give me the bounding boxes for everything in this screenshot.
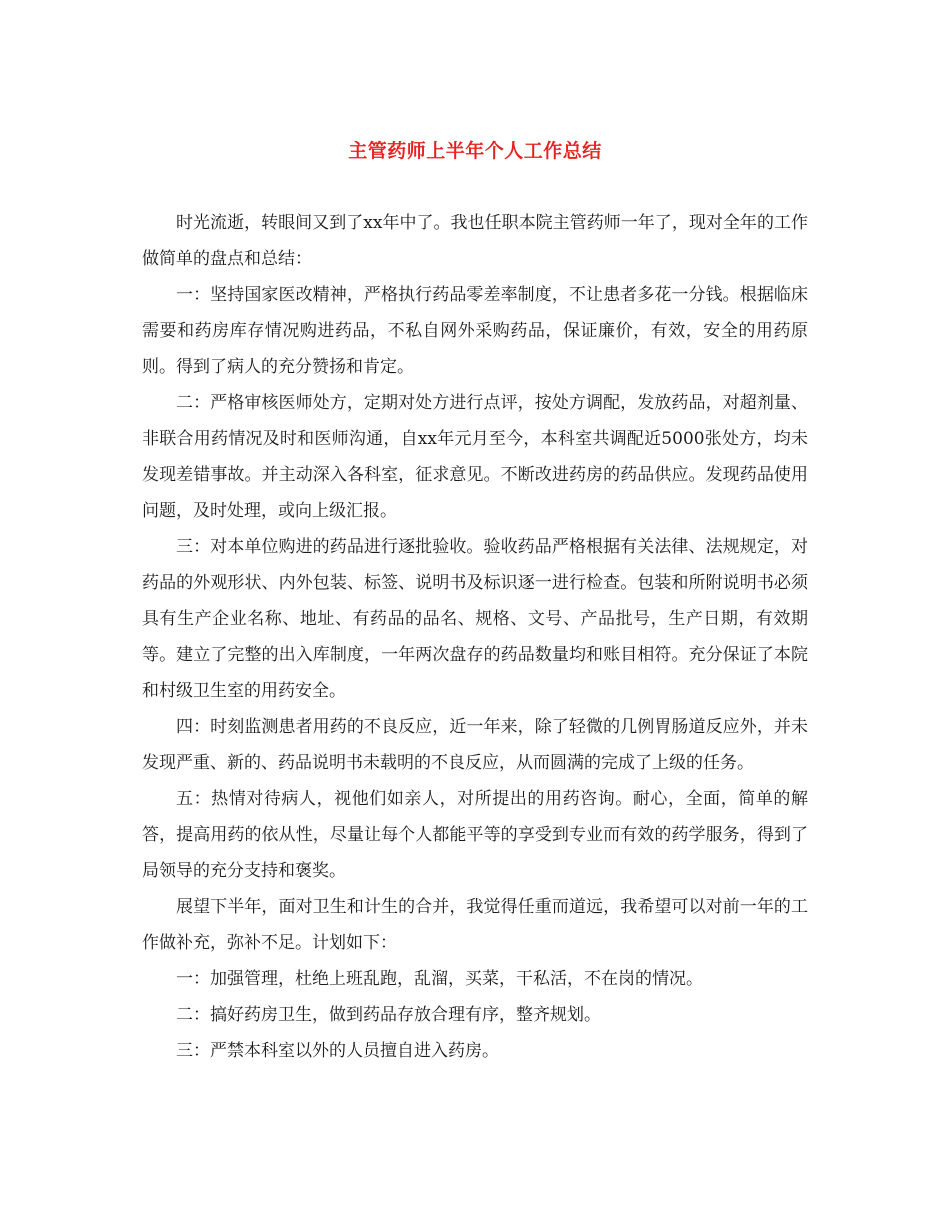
paragraph-item-3: 三：对本单位购进的药品进行逐批验收。验收药品严格根据有关法律、法规规定，对药品的外观形状、内外包装、标签、说明书及标识逐一进行检查。包装和所附说明书必须具有生产企业名称、地址、有药品的品名、规格、文号、产品批号，生产日期，有效期等。建立了完整的出入库制度，一年两次盘存的药品数量均和账目相符。充分保证了本院和村级卫生室的用药安全。 bbox=[142, 537, 808, 701]
paragraph-item-5: 五：热情对待病人，视他们如亲人，对所提出的用药咨询。耐心，全面，简单的解答，提高用药的依从性，尽量让每个人都能平等的享受到专业而有效的药学服务，得到了局领导的充分支持和褒奖。 bbox=[142, 789, 808, 881]
paragraph-item-4: 四：时刻监测患者用药的不良反应，近一年来，除了轻微的几例胃肠道反应外，并未发现严重、新的、药品说明书未载明的不良反应，从而圆满的完成了上级的任务。 bbox=[142, 717, 808, 773]
paragraph-plan-3: 三：严禁本科室以外的人员擅自进入药房。 bbox=[176, 1041, 499, 1061]
paragraph-item-2: 二：严格审核医师处方，定期对处方进行点评，按处方调配，发放药品，对超剂量、非联合用药情况及时和医师沟通，自xx年元月至今，本科室共调配近5000张处方，均未发现差错事故。并主动深入各科室，征求意见。不断改进药房的药品供应。发现药品使用问题，及时处理，或向上级汇报。 bbox=[142, 393, 808, 521]
paragraph-plan-1: 一：加强管理，杜绝上班乱跑，乱溜，买菜，干私活，不在岗的情况。 bbox=[176, 969, 703, 989]
document-body bbox=[142, 205, 808, 1069]
paragraph-outlook: 展望下半年，面对卫生和计生的合并，我觉得任重而道远，我希望可以对前一年的工作做补充，弥补不足。计划如下： bbox=[142, 897, 808, 953]
document-title: 主管药师上半年个人工作总结 bbox=[348, 140, 602, 162]
paragraph-item-1: 一：坚持国家医改精神，严格执行药品零差率制度，不让患者多花一分钱。根据临床需要和药房库存情况购进药品，不私自网外采购药品，保证廉价，有效，安全的用药原则。得到了病人的充分赞扬和肯定。 bbox=[142, 285, 808, 377]
paragraph-plan-2: 二：搞好药房卫生，做到药品存放合理有序，整齐规划。 bbox=[176, 1005, 601, 1025]
paragraph-intro: 时光流逝，转眼间又到了xx年中了。我也任职本院主管药师一年了，现对全年的工作做简单的盘点和总结： bbox=[142, 213, 808, 269]
